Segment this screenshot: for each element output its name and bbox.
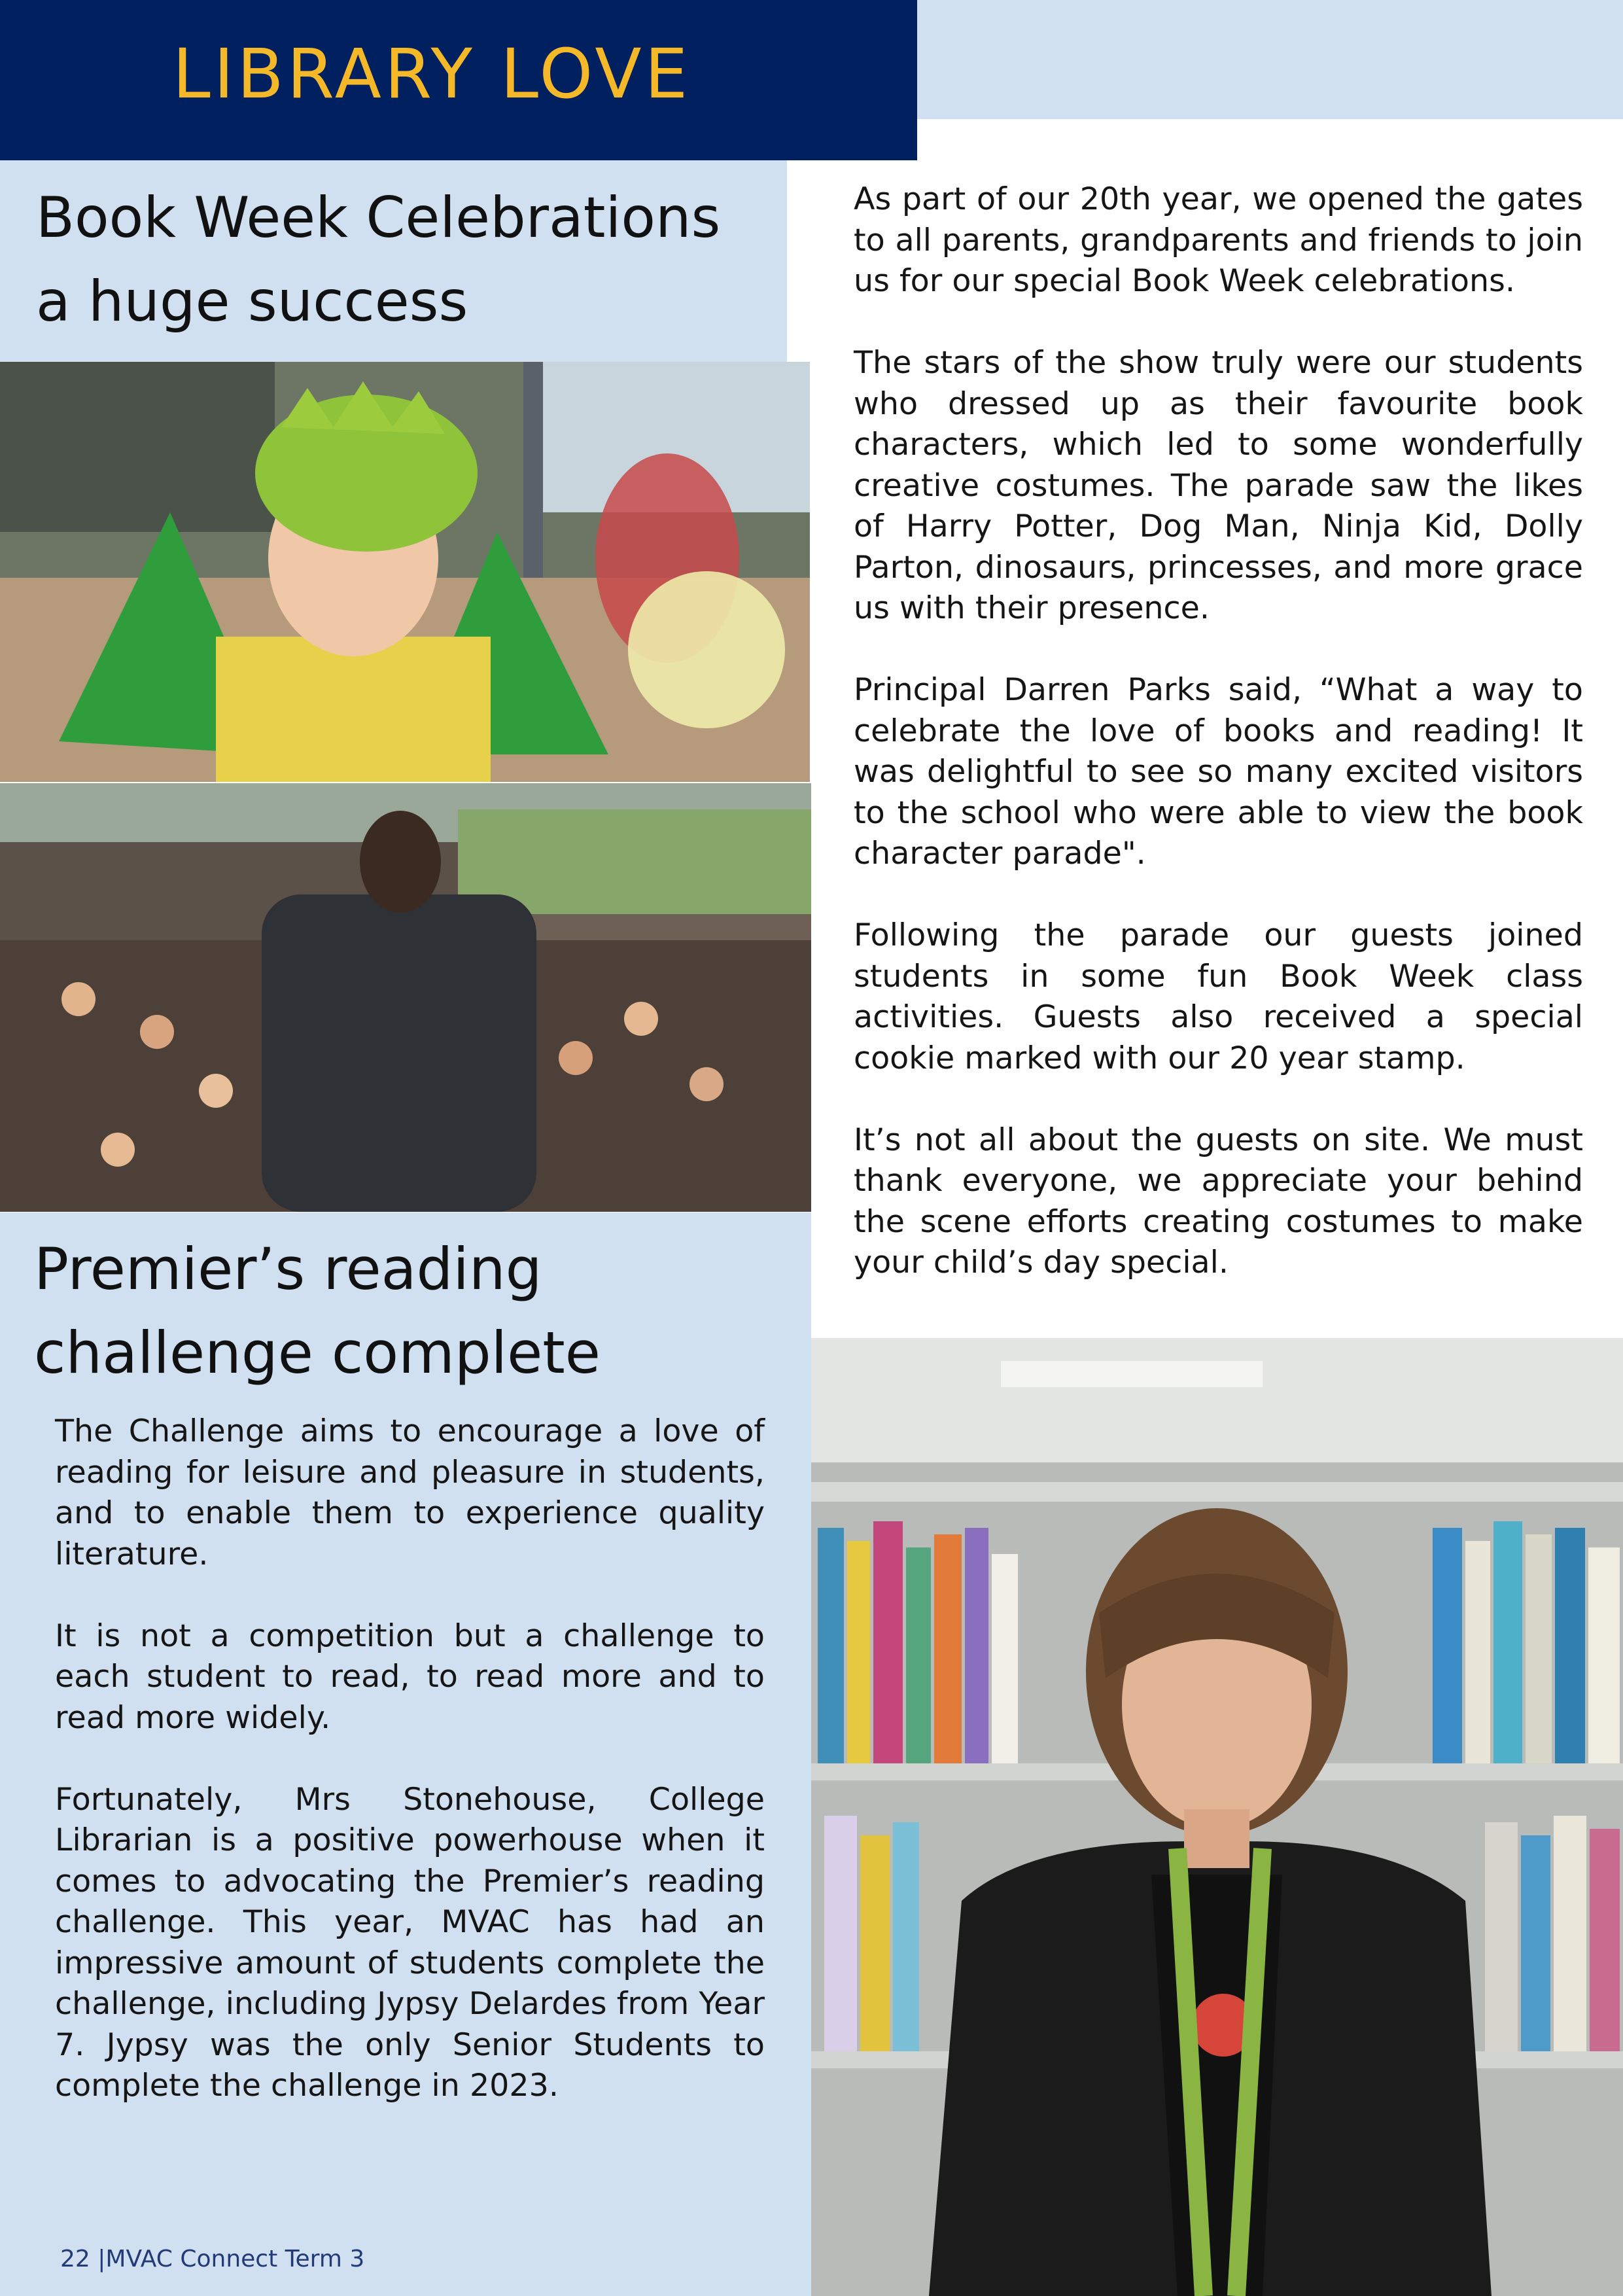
premiers-reading-heading xyxy=(34,1227,793,1395)
book-week-heading-line-2: a huge success xyxy=(36,269,468,334)
premiers-heading-line-1: Premier’s reading xyxy=(34,1235,542,1303)
premiers-paragraph: The Challenge aims to encourage a love of reading for leisure and pleasure in students, and to enable them to experience quality literature. xyxy=(55,1413,765,1572)
book-week-paragraph: As part of our 20th year, we opened the gates to all parents, grandparents and friends to join us for our special Book Week celebrations. xyxy=(854,181,1583,299)
book-week-heading xyxy=(36,176,795,344)
crowd-assembly-photo xyxy=(0,783,811,1212)
premiers-paragraph: It is not a competition but a challenge to each student to read, to read more and to read more widely. xyxy=(55,1617,765,1736)
top-right-accent-band xyxy=(917,0,1623,119)
book-week-paragraph: The stars of the show truly were our students who dressed up as their favourite book characters, which led to some wonderfully creative costumes. The parade saw the likes of Harry Potter, Dog Man, Ninja Kid, Dolly Parton, dinosaurs, princesses, and more grace us with their presence. xyxy=(854,345,1583,626)
premiers-heading-line-2: challenge complete xyxy=(34,1319,601,1386)
book-week-paragraph: Following the parade our guests joined students in some fun Book Week class activities. Guests also received a special cookie marked with our 20 year stamp. xyxy=(854,917,1583,1076)
librarian-photo xyxy=(811,1338,1623,2296)
book-week-article xyxy=(854,179,1583,1284)
librarian-illustration xyxy=(811,1338,1623,2296)
page-footer: 22 |MVAC Connect Term 3 xyxy=(60,2246,365,2272)
crowd-assembly-illustration xyxy=(0,783,811,1212)
book-week-paragraph: Principal Darren Parks said, “What a way to celebrate the love of books and reading! It was delightful to see so many excited visitors to the school who were able to view the book character parade". xyxy=(854,672,1583,872)
dragon-costume-illustration xyxy=(0,362,810,782)
dragon-costume-photo xyxy=(0,362,810,782)
premiers-reading-article xyxy=(55,1411,765,2107)
book-week-paragraph: It’s not all about the guests on site. We must thank everyone, we appreciate your behind the scene efforts creating costumes to make your child’s day special. xyxy=(854,1122,1583,1280)
premiers-paragraph: Fortunately, Mrs Stonehouse, College Librarian is a positive powerhouse when it comes to advocating the Premier’s reading challenge. This year, MVAC has had an impressive amount of students complete the challenge, including Jypsy Delardes from Year 7. Jypsy was the only Senior Students to complete the challenge in 2023. xyxy=(55,1781,765,2104)
book-week-heading-line-1: Book Week Celebrations xyxy=(36,185,721,251)
page-title: LIBRARY LOVE xyxy=(172,34,691,114)
